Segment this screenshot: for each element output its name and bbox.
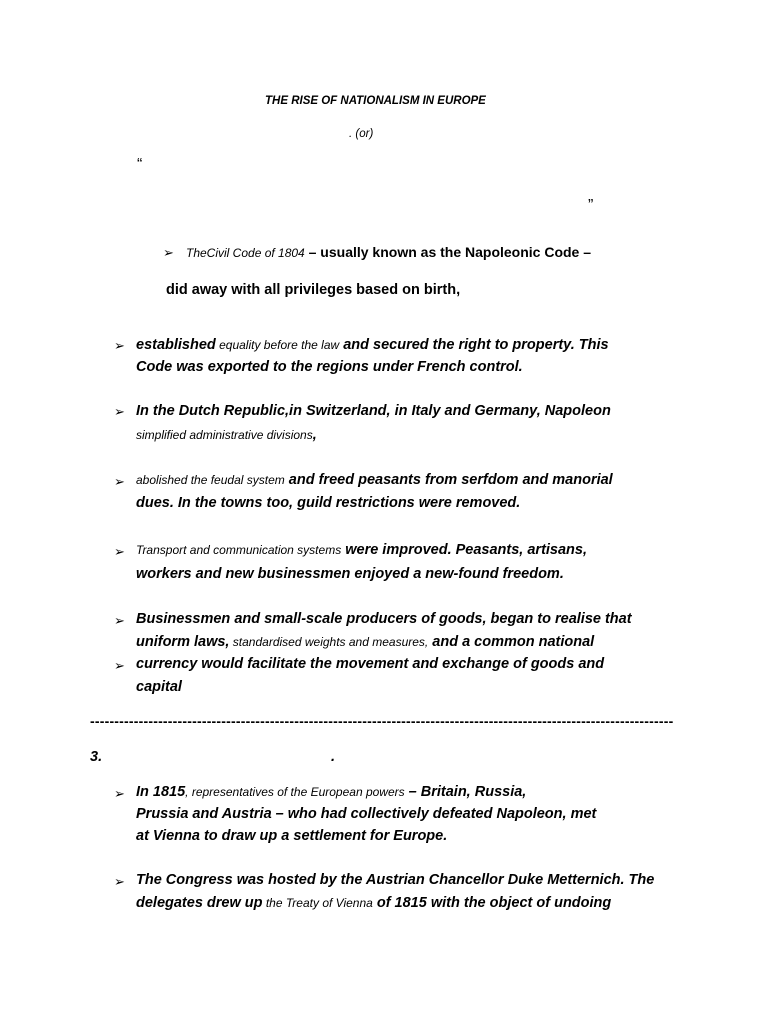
representatives-text: , representatives of the European powers (185, 785, 405, 799)
uniform-laws-text: uniform laws, (136, 634, 230, 650)
bullet-established (136, 337, 609, 353)
weights-text: standardised weights and measures, (229, 635, 429, 649)
civil-code-text: TheCivil Code of 1804 (186, 246, 305, 260)
delegates-text: delegates drew up (136, 895, 263, 911)
bullet-1815 (136, 784, 526, 800)
bullet-civil-code (186, 244, 591, 261)
separator-line: ------------------------------------------------------------------------------------------------------------------------ (90, 713, 674, 729)
improved-text: were improved. Peasants, artisans, (341, 542, 588, 558)
property-text: and secured the right to property. This (339, 337, 609, 353)
napoleonic-code-text: – usually known as the Napoleonic Code – (304, 244, 592, 260)
bullet-arrow-icon: ➢ (114, 786, 125, 801)
congress-line: The Congress was hosted by the Austrian Chancellor Duke Metternich. The (136, 872, 655, 888)
year-1815-text: In 1815 (136, 784, 186, 800)
prussia-line: Prussia and Austria – who had collectively defeated Napoleon, met (136, 806, 597, 822)
bullet-arrow-icon: ➢ (163, 245, 174, 260)
capital-line: capital (136, 679, 182, 695)
businessmen-line: Businessmen and small-scale producers of goods, began to realise that (136, 611, 632, 627)
transport-text: Transport and communication systems (136, 543, 342, 557)
bullet-transport (136, 542, 587, 558)
freed-peasants-text: and freed peasants from serfdom and manorial (284, 472, 613, 488)
bullet-arrow-icon: ➢ (114, 338, 125, 353)
bullet-feudal (136, 472, 613, 488)
simplified-text: simplified administrative divisions (136, 428, 313, 442)
vienna-line: at Vienna to draw up a settlement for Europe. (136, 828, 448, 844)
bullet-arrow-icon: ➢ (114, 874, 125, 889)
section-number: 3. (90, 749, 103, 765)
powers-text: – Britain, Russia, (404, 784, 527, 800)
feudal-text: abolished the feudal system (136, 473, 285, 487)
uniform-laws-line (136, 634, 594, 650)
national-text: and a common national (428, 634, 595, 650)
undoing-text: of 1815 with the object of undoing (372, 895, 612, 911)
section-dot: . (331, 749, 336, 765)
bullet-arrow-icon: ➢ (114, 404, 125, 419)
dutch-republic-line: In the Dutch Republic,in Switzerland, in Italy and Germany, Napoleon (136, 403, 611, 419)
page-title: THE RISE OF NATIONALISM IN EUROPE (265, 95, 486, 107)
or-label: . (or) (349, 128, 374, 140)
open-quote: “ (137, 156, 143, 173)
bullet-arrow-icon: ➢ (114, 544, 125, 559)
established-text: established (136, 337, 216, 353)
simplified-divisions-line (136, 427, 317, 443)
freedom-line: workers and new businessmen enjoyed a new-found freedom. (136, 566, 564, 582)
bullet-arrow-icon: ➢ (114, 474, 125, 489)
close-quote: ” (588, 197, 594, 214)
bullet-arrow-icon: ➢ (114, 658, 125, 673)
comma-text: , (312, 427, 317, 443)
currency-line: currency would facilitate the movement and exchange of goods and (136, 656, 605, 672)
guild-line: dues. In the towns too, guild restrictions were removed. (136, 495, 521, 511)
code-exported-line: Code was exported to the regions under French control. (136, 359, 523, 375)
bullet-arrow-icon: ➢ (114, 613, 125, 628)
privileges-line: did away with all privileges based on birth, (166, 282, 461, 298)
equality-text: equality before the law (215, 338, 340, 352)
treaty-text: the Treaty of Vienna (262, 896, 373, 910)
treaty-line (136, 895, 611, 911)
